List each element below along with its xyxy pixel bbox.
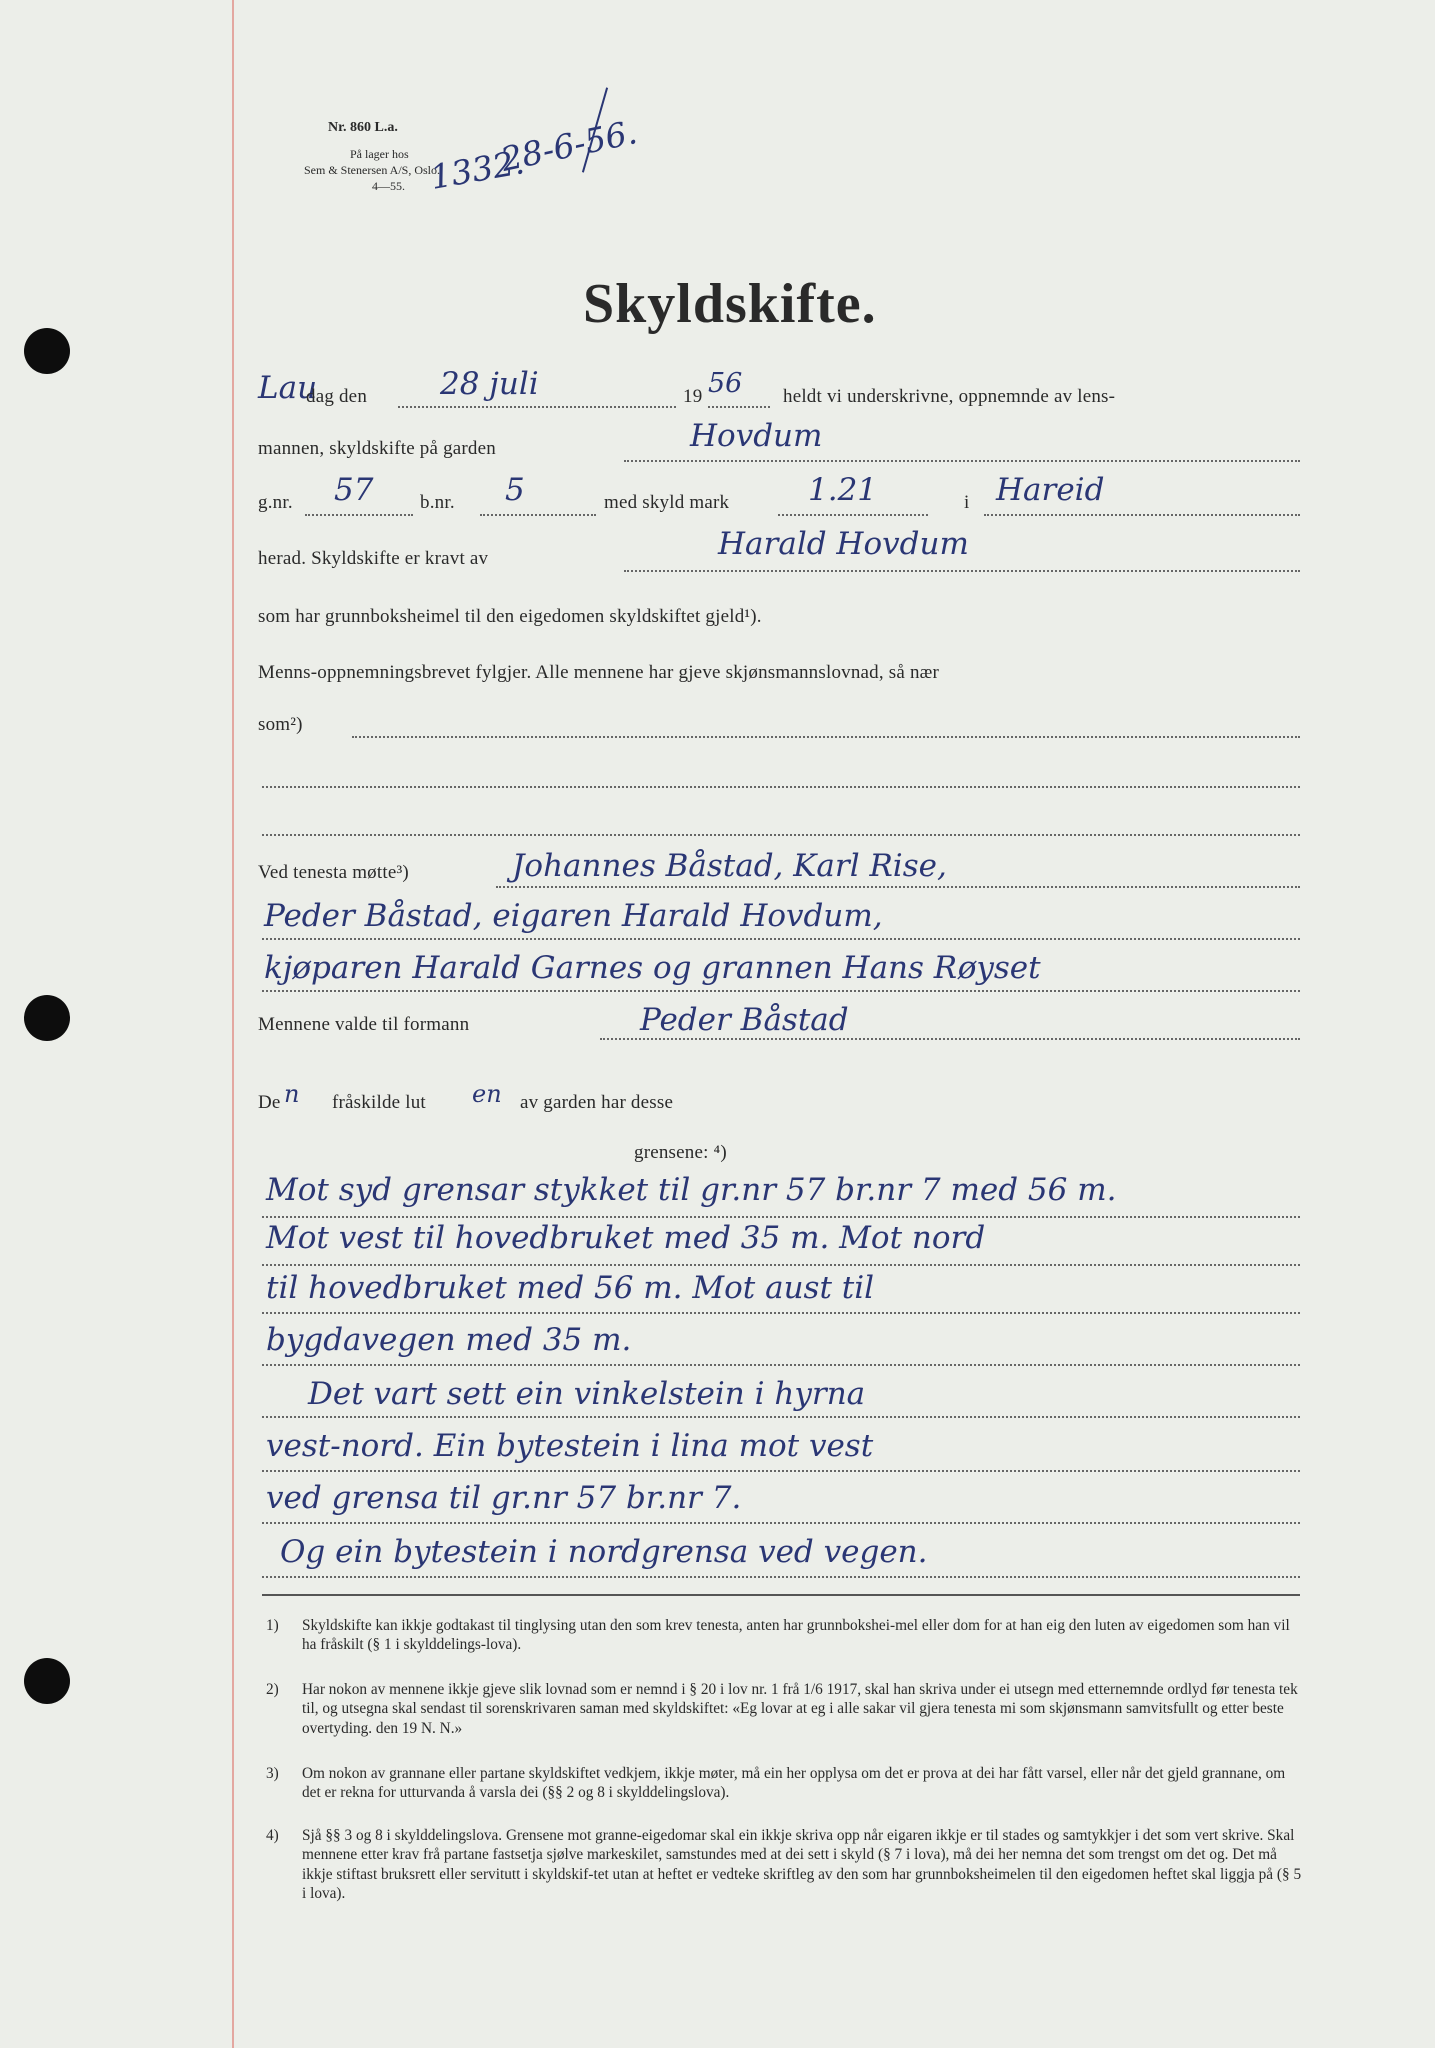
footnote — [266, 1826, 1302, 1904]
line7-text: som²) — [258, 714, 303, 735]
footnote-number: 3) — [266, 1765, 279, 1782]
boundary-line: til hovedbruket med 56 m. Mot aust til — [266, 1270, 875, 1306]
herad-handwritten: Hareid — [996, 472, 1105, 508]
line5-text: som har grunnboksheimel til den eigedomen skyldskiftet gjeld¹). — [258, 606, 762, 627]
day-handwritten: Lau — [258, 370, 318, 406]
footnote — [266, 1764, 1302, 1803]
year-handwritten: 56 — [708, 368, 743, 399]
page-title: Skyldskifte. — [583, 273, 877, 335]
bnr-handwritten: 5 — [505, 472, 525, 508]
footnote-text: Om nokon av grannane eller partane skyldskiftet vedkjem, ikkje møter, må ein her opplysa om det er prova at dei har fått varsel, eller når det gjeld grannane, om det er rekna for utturvanda å varsla dei (§§ 2 og 8 i skylddelingslova). — [302, 1765, 1286, 1802]
requested-by-label: herad. Skyldskifte er kravt av — [258, 548, 489, 569]
stamp-date: 28-6-56. — [497, 112, 641, 179]
line1-rest: heldt vi underskrivne, oppnemnde av lens- — [783, 386, 1116, 407]
stamp-number: 1332. — [427, 142, 528, 197]
boundary-line: bygdavegen med 35 m. — [266, 1322, 632, 1358]
farm-label: mannen, skyldskifte på garden — [258, 438, 496, 459]
attendance-line: Johannes Båstad, Karl Rise, — [512, 848, 947, 884]
gnr-label: g.nr. — [258, 492, 293, 513]
day-label: dag den — [306, 386, 368, 407]
year-label: 19 — [683, 386, 703, 407]
bnr-label: b.nr. — [420, 492, 455, 513]
form-number: Nr. 860 L.a. — [328, 120, 398, 135]
attendance-line: Peder Båstad, eigaren Harald Hovdum, — [264, 898, 883, 934]
footnote — [266, 1616, 1302, 1655]
chairman-label: Mennene valde til formann — [258, 1014, 470, 1035]
boundary-intro-b: fråskilde lut — [332, 1092, 426, 1113]
punch-hole — [24, 328, 70, 374]
boundary-line: Og ein bytestein i nordgrensa ved vegen. — [280, 1534, 928, 1570]
footnote-number: 4) — [266, 1827, 279, 1844]
footnote-text: Skyldskifte kan ikkje godtakast til tinglysing utan den som krev tenesta, anten har grunnbokshei-mel eller dom for at han eig den luten av eigedomen som han vil ha fråskilt (§ 1 i skylddelings-lova). — [302, 1617, 1290, 1654]
footnote-number: 1) — [266, 1617, 279, 1634]
boundary-line: vest-nord. Ein bytestein i lina mot vest — [266, 1428, 874, 1464]
red-margin-line — [232, 0, 234, 2048]
attendance-line: kjøparen Harald Garnes og grannen Hans Røyset — [264, 950, 1041, 986]
skyld-handwritten: 1.21 — [808, 472, 878, 508]
punch-hole — [24, 1658, 70, 1704]
boundary-line: Mot syd grensar stykket til gr.nr 57 br.nr 7 med 56 m. — [266, 1172, 1117, 1208]
gnr-handwritten: 57 — [334, 472, 374, 508]
skyld-label: med skyld mark — [604, 492, 730, 513]
boundary-line: Det vart sett ein vinkelstein i hyrna — [308, 1376, 866, 1412]
footnote-text: Sjå §§ 3 og 8 i skylddelingslova. Grensene mot granne-eigedomar skal ein ikkje skriva opp når eigaren ikkje er til stades og samtykkjer i det som vert skrive. Skal mennene etter krav frå partane fastsetja sjølve markeskilet, samstundes med at dei sett i skyld (§ 7 i lova), må dei her nemna det som trengst om det og. Det må ikkje stiftast bruksrett eller servitutt i skyldskif-tet utan at heftet er vedteke skriftleg av den som har grunnboksheimelen til den eigedomen heftet skal liggja på (§ 5 i lova). — [302, 1827, 1302, 1903]
requested-by-handwritten: Harald Hovdum — [718, 526, 969, 562]
footnote — [266, 1680, 1302, 1738]
boundary-intro-hand-a: n — [284, 1080, 300, 1108]
boundary-heading: grensene: ⁴) — [634, 1142, 727, 1163]
edition: 4—55. — [372, 179, 405, 193]
date-handwritten: 28 juli — [440, 366, 539, 402]
attendance-label: Ved tenesta møtte³) — [258, 862, 409, 883]
footnote-text: Har nokon av mennene ikkje gjeve slik lovnad som er nemnd i § 20 i lov nr. 1 frå 1/6 1917, skal han skriva under ei utsegn med etternemnde ordlyd før tenesta tek til, og utsegna skal sendast til sorenskrivaren saman med skyldskiftet: «Eg lovar at eg i alle sakar vil gjera tenesta mi som skjønsmann samvitsfullt og etter beste overtyding. den 19 N. N.» — [302, 1681, 1298, 1737]
boundary-intro-a: De — [258, 1092, 281, 1113]
i-label: i — [964, 492, 970, 513]
footnote-number: 2) — [266, 1681, 279, 1698]
boundary-line: Mot vest til hovedbruket med 35 m. Mot nord — [266, 1220, 986, 1256]
boundary-intro-hand-b: en — [472, 1080, 502, 1108]
farm-handwritten: Hovdum — [690, 418, 823, 454]
footnote-divider — [262, 1594, 1300, 1596]
boundary-intro-c: av garden har desse — [520, 1092, 674, 1113]
stock-line: På lager hos — [350, 147, 409, 161]
chairman-handwritten: Peder Båstad — [640, 1002, 849, 1038]
publisher: Sem & Stenersen A/S, Oslo. — [304, 163, 441, 177]
punch-hole — [24, 995, 70, 1041]
boundary-line: ved grensa til gr.nr 57 br.nr 7. — [266, 1480, 742, 1516]
line6-text: Menns-oppnemningsbrevet fylgjer. Alle mennene har gjeve skjønsmannslovnad, så nær — [258, 662, 940, 683]
